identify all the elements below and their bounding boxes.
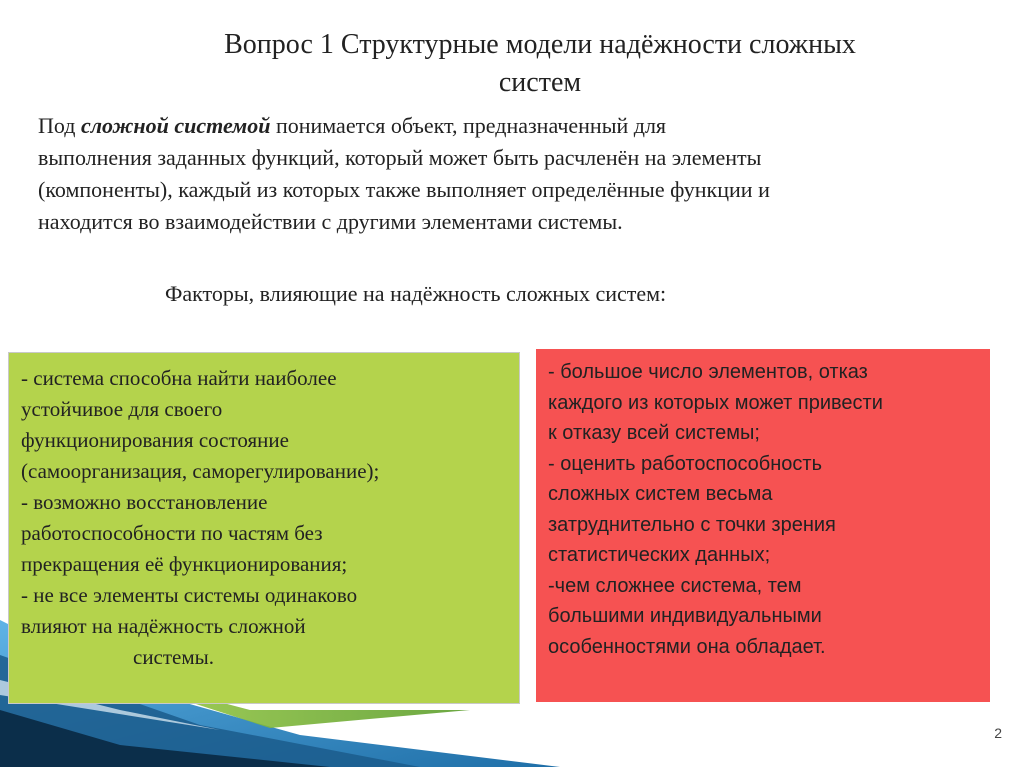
green-box-line: прекращения её функционирования; bbox=[21, 552, 348, 576]
green-box-line: - система способна найти наиболее bbox=[21, 366, 337, 390]
title-line-2: систем bbox=[498, 67, 582, 98]
red-box-line: большими индивидуальными bbox=[548, 605, 822, 627]
negative-factors-box bbox=[536, 349, 990, 702]
green-box-line: влияют на надёжность сложной bbox=[21, 614, 306, 638]
red-box-line: статистических данных; bbox=[548, 544, 771, 566]
red-box-line: каждого из которых может привести bbox=[548, 391, 883, 414]
definition-line-3: (компоненты), каждый из которых также выполняет определённые функции и bbox=[38, 177, 770, 202]
definition-line1-rest: понимается объект, предназначенный для bbox=[270, 113, 667, 138]
red-box-line: к отказу всей системы; bbox=[548, 422, 760, 444]
green-box-line: - не все элементы системы одинаково bbox=[21, 583, 358, 607]
green-box-line: - возможно восстановление bbox=[21, 490, 268, 514]
definition-line-1 bbox=[38, 110, 998, 142]
definition-line-4: находится во взаимодействии с другими элементами системы. bbox=[38, 209, 623, 234]
green-box-line: устойчивое для своего bbox=[21, 397, 223, 421]
definition-prefix: Под bbox=[38, 113, 81, 138]
green-box-line: (самоорганизация, саморегулирование); bbox=[21, 459, 380, 483]
red-box-line: сложных систем весьма bbox=[548, 483, 773, 505]
slide-title bbox=[140, 26, 940, 102]
definition-paragraph bbox=[38, 110, 998, 238]
factors-heading: Факторы, влияющие на надёжность сложных систем: bbox=[165, 281, 667, 306]
red-box-line: особенностями она обладает. bbox=[548, 635, 826, 658]
definition-line-2: выполнения заданных функций, который может быть расчленён на элементы bbox=[38, 145, 762, 170]
red-box-line: - большое число элементов, отказ bbox=[548, 361, 868, 383]
green-box-line: функционирования состояние bbox=[21, 428, 289, 452]
red-box-line: затруднительно с точки зрения bbox=[548, 513, 836, 536]
definition-emphasis: сложной системой bbox=[80, 113, 271, 138]
page-number: 2 bbox=[994, 725, 1002, 741]
red-box-line: -чем сложнее система, тем bbox=[548, 574, 802, 597]
positive-factors-box bbox=[8, 352, 520, 704]
title-line-1: Вопрос 1 Структурные модели надёжности сложных bbox=[224, 29, 856, 60]
green-box-line: системы. bbox=[133, 645, 215, 669]
red-box-line: - оценить работоспособность bbox=[548, 452, 822, 475]
green-box-line: работоспособности по частям без bbox=[21, 521, 323, 545]
